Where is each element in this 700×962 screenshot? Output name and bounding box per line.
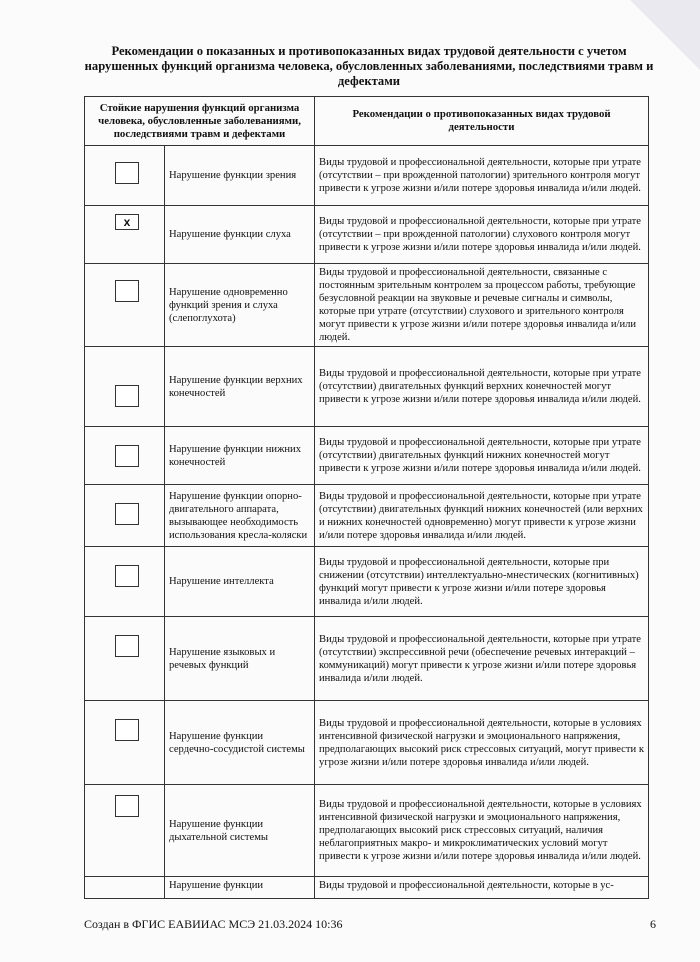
table-row bbox=[85, 427, 649, 485]
impairment-name: Нарушение функции слуха bbox=[165, 206, 315, 264]
table-row bbox=[85, 617, 649, 701]
checkbox-cardiovascular[interactable] bbox=[115, 719, 139, 741]
table-row bbox=[85, 485, 649, 547]
checkbox-upper-limbs[interactable] bbox=[115, 385, 139, 407]
checkbox-intellect[interactable] bbox=[115, 565, 139, 587]
impairment-name: Нарушение одновременно функций зрения и слуха (слепоглухота) bbox=[165, 264, 315, 347]
checkbox-deafblind[interactable] bbox=[115, 280, 139, 302]
recommendation-text: Виды трудовой и профессиональной деятельности, которые в условиях интенсивной физической нагрузки и эмоционального напряжения, предполагающих высокий риск стрессовых ситуаций, наличия неблагоприятных макро- и микроклиматических условий могут привести к угрозе жизни и/или потере здоровья инвалида и/или людей. bbox=[315, 785, 649, 877]
recommendation-text: Виды трудовой и профессиональной деятельности, которые при снижении (отсутствии) интеллектуально-мнестических (когнитивных) функций могут привести к угрозе жизни и/или потере здоровья инвалида и/или людей. bbox=[315, 547, 649, 617]
checkbox-lower-limbs[interactable] bbox=[115, 445, 139, 467]
page-number: 6 bbox=[650, 917, 656, 931]
table-header-row bbox=[85, 97, 649, 146]
recommendation-text: Виды трудовой и профессиональной деятельности, которые при утрате (отсутствии – при врожденной патологии) слухового контроля могут привести к угрозе жизни и/или потере здоровья инвалида и/или людей. bbox=[315, 206, 649, 264]
footer-created: Создан в ФГИС ЕАВИИАС МСЭ 21.03.2024 10:36 bbox=[84, 917, 343, 931]
document-title: Рекомендации о показанных и противопоказанных видах трудовой деятельности с учетом нарушенных функций организма человека, обусловленных заболеваниями, последствиями травм и дефектами bbox=[84, 44, 654, 88]
table-row bbox=[85, 785, 649, 877]
impairment-name: Нарушение функции нижних конечностей bbox=[165, 427, 315, 485]
impairment-name: Нарушение языковых и речевых функций bbox=[165, 617, 315, 701]
header-recommendations: Рекомендации о противопоказанных видах трудовой деятельности bbox=[315, 97, 649, 146]
header-impairments: Стойкие нарушения функций организма человека, обусловленные заболеваниями, последствиями травм и дефектами bbox=[85, 97, 315, 146]
recommendation-text: Виды трудовой и профессиональной деятельности, которые в условиях интенсивной физической нагрузки и эмоционального напряжения, предполагающих высокий риск стрессовых ситуаций, могут привести к угрозе жизни и/или потере здоровья инвалида и/или людей. bbox=[315, 701, 649, 785]
impairment-name: Нарушение функции опорно-двигательного аппарата, вызывающее необходимость использования кресла-коляски bbox=[165, 485, 315, 547]
recommendation-text: Виды трудовой и профессиональной деятельности, которые при утрате (отсутствии – при врожденной патологии) зрительного контроля могут привести к угрозе жизни и/или потере здоровья инвалида и/или людей. bbox=[315, 146, 649, 206]
impairment-name: Нарушение функции верхних конечностей bbox=[165, 347, 315, 427]
impairment-name: Нарушение функции дыхательной системы bbox=[165, 785, 315, 877]
table-row bbox=[85, 347, 649, 427]
table-row bbox=[85, 877, 649, 899]
impairment-name: Нарушение интеллекта bbox=[165, 547, 315, 617]
checkbox-hearing[interactable]: x bbox=[115, 214, 139, 230]
recommendations-table bbox=[84, 96, 649, 899]
table-row bbox=[85, 264, 649, 347]
impairment-name: Нарушение функции сердечно-сосудистой системы bbox=[165, 701, 315, 785]
impairment-name: Нарушение функции зрения bbox=[165, 146, 315, 206]
checkbox-respiratory[interactable] bbox=[115, 795, 139, 817]
recommendation-text: Виды трудовой и профессиональной деятельности, которые при утрате (отсутствии) экспрессивной речи (обеспечение речевых интеракций – коммуникаций) могут привести к угрозе жизни и/или потере здоровья инвалида и/или людей. bbox=[315, 617, 649, 701]
checkbox-wheelchair[interactable] bbox=[115, 503, 139, 525]
recommendation-text: Виды трудовой и профессиональной деятельности, связанные с постоянным зрительным контролем за процессом работы, требующие безусловной реакции на звуковые и речевые сигналы и символы, которые при утрате (отсутствии) слухового и зрительного контроля могут привести к угрозе жизни и/или потере здоровья инвалида и/или людей. bbox=[315, 264, 649, 347]
recommendation-text: Виды трудовой и профессиональной деятельности, которые при утрате (отсутствии) двигательных функций нижних конечностей могут привести к угрозе жизни и/или потере здоровья инвалида и/или людей. bbox=[315, 427, 649, 485]
table-row bbox=[85, 701, 649, 785]
recommendation-text: Виды трудовой и профессиональной деятельности, которые при утрате (отсутствии) двигательных функций нижних конечностей (или верхних и нижних конечностей одновременно) могут привести к угрозе жизни и/или потере здоровья инвалида и/или людей. bbox=[315, 485, 649, 547]
recommendation-text: Виды трудовой и профессиональной деятельности, которые в ус- bbox=[315, 877, 649, 899]
impairment-name: Нарушение функции bbox=[165, 877, 315, 899]
recommendation-text: Виды трудовой и профессиональной деятельности, которые при утрате (отсутствии) двигательных функций верхних конечностей могут привести к угрозе жизни и/или потере здоровья инвалида и/или людей. bbox=[315, 347, 649, 427]
table-row bbox=[85, 547, 649, 617]
checkbox-speech[interactable] bbox=[115, 635, 139, 657]
checkbox-vision[interactable] bbox=[115, 162, 139, 184]
table-row bbox=[85, 206, 649, 264]
table-row bbox=[85, 146, 649, 206]
